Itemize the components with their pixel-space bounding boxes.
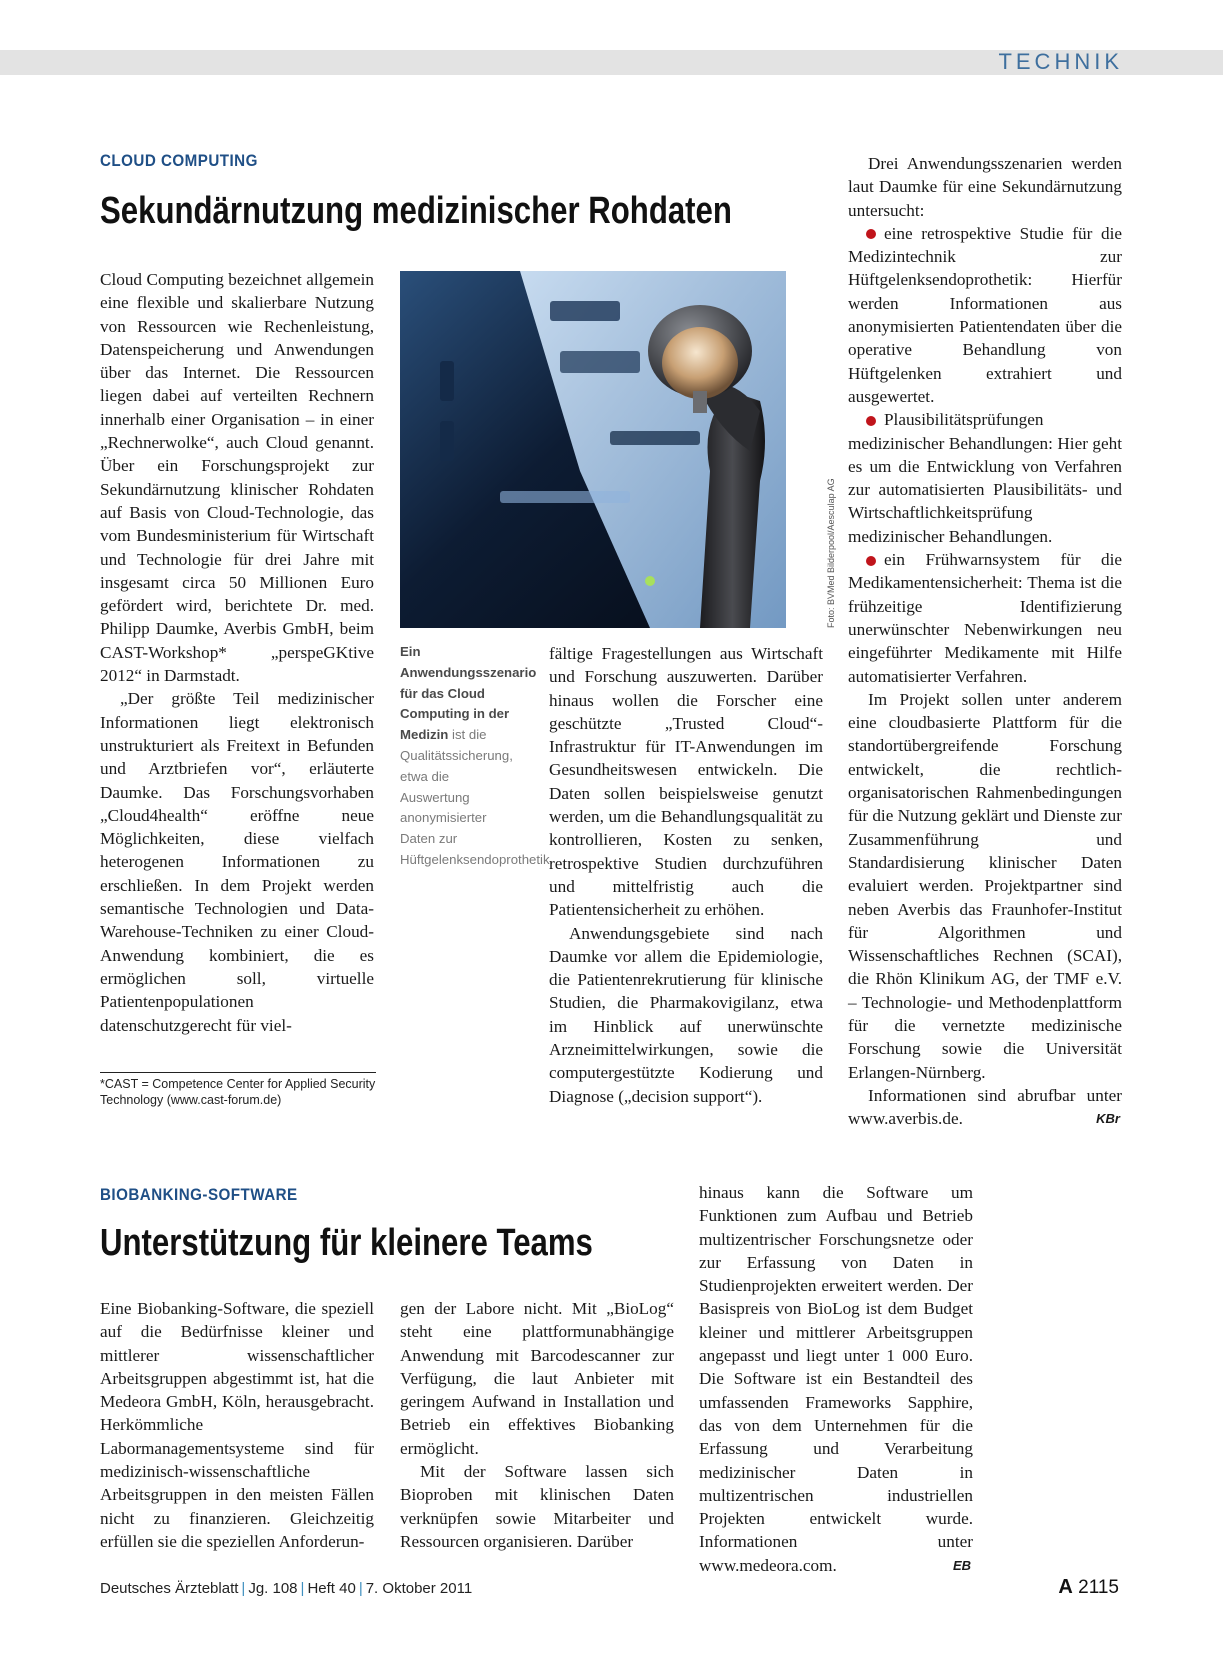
article2-headline: Unterstützung für kleinere Teams [100,1222,593,1264]
paragraph: „Der größte Teil medizinischer Informationen liegt elektronisch unstrukturiert als Freitext in Befunden und Arztbriefen vor“, erläuterte Daumke. Das Forschungsvorhaben „Cloud4health“ eröffne neue Möglichkeiten, diese vielfach heterogenen Informationen zu erschließen. In dem Projekt werden semantische Technologien und Data-Warehouse-Techniken zu einer Cloud-Anwendung kombiniert, die es ermöglichen soll, virtuelle Patientenpopulationen datenschutzgerecht für viel- [100,689,374,1035]
paragraph: Im Projekt sollen unter anderem eine cloudbasierte Plattform für die standortübergreifende Forschung entwickelt, die rechtlich-organisatorischen Rahmenbedingungen für die Nutzung geklärt und Dienste zur Zusammenführung und Standardisierung klinischer Daten evaluiert werden. Projektpartner sind neben Averbis das Fraunhofer-Institut für Algorithmen und Wissenschaftliches Rechnen (SCAI), die Rhön Klinikum AG, der TMF e.V. – Technologie- und Methodenplattform für die vernetzte medizinische Forschung sowie die Universität Erlangen-Nürnberg. [848,689,1122,1082]
paragraph: Informationen sind abrufbar unter www.averbis.de. KBr [848,1084,1122,1131]
article2-kicker: BIOBANKING-SOFTWARE [100,1186,298,1204]
paragraph: gen der Labore nicht. Mit „BioLog“ steht eine plattformunabhängige Anwendung mit Barcodescanner zur Verfügung, die laut Anbieter mit geringem Aufwand in Installation und Betrieb ein effektives Biobanking ermöglicht. [400,1299,674,1458]
article2-column-2 [400,1297,674,1553]
bullet-item: ein Frühwarnsystem für die Medikamentensicherheit: Thema ist die frühzeitige Identifizierung unerwünschter Nebenwirkungen neu eingeführter Medikamente mit Hilfe automatisierter Verfahren. [848,550,1122,686]
article1-column-1 [100,268,374,1037]
paragraph: Drei Anwendungsszenarien werden laut Daumke für eine Sekundärnutzung untersucht: [848,154,1122,220]
separator: | [300,1580,305,1597]
caption-bold: Ein Anwendungsszenario für das Cloud Computing in der Medizin [400,644,537,743]
hip-prosthesis-photo [400,271,786,628]
author-signature: KBr [1096,1111,1120,1127]
footnote: *CAST = Competence Center for Applied Security Technology (www.cast-forum.de) [100,1072,376,1108]
photo-caption [400,642,554,871]
bullet-icon [866,229,876,239]
separator: | [358,1580,363,1597]
bullet-item: eine retrospektive Studie für die Medizintechnik zur Hüftgelenksendoprothetik: Hierfür werden Informationen aus anonymisierten Patientendaten über die operative Behandlung von Hüftgelenken extrahiert und ausgewertet. [848,223,1122,406]
author-signature: EB [952,1557,971,1573]
paragraph: Anwendungsgebiete sind nach Daumke vor allem die Epidemiologie, die Patientenrekrutierung für klinische Studien, die Pharmakovigilanz, etwa im Hinblick auf unerwünschte Arzneimittelwirkungen, sowie die computergestützte Kodierung und Diagnose („decision support“). [549,923,823,1106]
bullet-icon [866,416,876,426]
separator: | [241,1580,246,1597]
article1-kicker: CLOUD COMPUTING [100,152,258,170]
paragraph: Mit der Software lassen sich Bioproben mit klinischen Daten verknüpfen sowie Mitarbeiter und Ressourcen organisieren. Darüber [400,1462,674,1551]
issue: Heft 40 [307,1580,356,1597]
article2-column-1 [100,1297,374,1553]
page-number: A 2115 [1058,1576,1119,1598]
issue-date: 7. Oktober 2011 [365,1580,473,1597]
section-label: TECHNIK [998,49,1123,74]
paragraph: Eine Biobanking-Software, die speziell auf die Bedürfnisse kleiner und mittlerer wissenschaftlicher Arbeitsgruppen abgestimmt ist, hat die Medeora GmbH, Köln, herausgebracht. Herkömmliche Labormanagementsysteme sind für medizinisch-wissenschaftliche Arbeitsgruppen in den meisten Fällen nicht zu finanzieren. Gleichzeitig erfüllen sie die speziellen Anforderun- [100,1299,374,1551]
bullet-icon [866,556,876,566]
article1-column-3 [848,152,1122,1130]
footer-citation [100,1580,472,1597]
caption-text: ist die Qualitätssicherung, etwa die Auswertung anonymisierter Daten zur Hüftgelenksendoprothetik. [400,727,554,867]
photo-credit: Foto: BVMed Bilderpool/Aesculap AG [826,478,836,628]
paragraph: hinaus kann die Software um Funktionen zum Aufbau und Betrieb multizentrischer Forschungsnetze oder zur Erfassung von Daten in Studienprojekten erweitert werden. Der Basispreis von BioLog ist dem Budget kleiner und mittlerer Arbeitsgruppen angepasst und liegt unter 1 000 Euro. Die Software ist ein Bestandteil des umfassenden Frameworks Sapphire, das von dem Unternehmen für die Erfassung und Verarbeitung medizinischer Daten in multizentrischen industriellen Projekten entwickelt wurde. Informationen unter www.medeora.com. EB [699,1181,973,1577]
article2-column-3 [699,1181,973,1577]
volume: Jg. 108 [248,1580,298,1597]
article1-headline: Sekundärnutzung medizinischer Rohdaten [100,190,732,232]
bullet-item: Plausibilitätsprüfungen medizinischer Behandlungen: Hier geht es um die Entwicklung von Verfahren zur automatisierten Plausibilitäts- und Wirtschaftlichkeitsprüfung medizinischer Behandlungen. [848,410,1122,546]
paragraph: fältige Fragestellungen aus Wirtschaft und Forschung auszuwerten. Darüber hinaus wollen die Forscher eine geschützte „Trusted Cloud“-Infrastruktur für IT-Anwendungen im Gesundheitswesen entwickeln. Die Daten sollen beispielsweise genutzt werden, um die Behandlungsqualität zu kontrollieren, Kosten zu senken, retrospektive Studien durchzuführen und mittelfristig auch die Patientensicherheit zu erhöhen. [549,644,823,920]
prosthesis-illustration [400,271,786,628]
paragraph: Cloud Computing bezeichnet allgemein eine flexible und skalierbare Nutzung von Ressourcen wie Rechenleistung, Datenspeicherung und Anwendungen über das Internet. Die Ressourcen liegen dabei auf verteilten Rechnern innerhalb einer Organisation – in einer „Rechnerwolke“, auch Cloud genannt. Über ein Forschungsprojekt zur Sekundärnutzung klinischer Rohdaten auf Basis von Cloud-Technologie, das vom Bundesministerium für Wirtschaft und Technologie für drei Jahre mit insgesamt circa 50 Millionen Euro gefördert wird, berichtete Dr. med. Philipp Daumke, Averbis GmbH, beim CAST-Workshop* „perspeGKtive 2012“ in Darmstadt. [100,270,374,686]
journal-name: Deutsches Ärzteblatt [100,1580,239,1597]
article1-column-2 [549,642,823,1108]
